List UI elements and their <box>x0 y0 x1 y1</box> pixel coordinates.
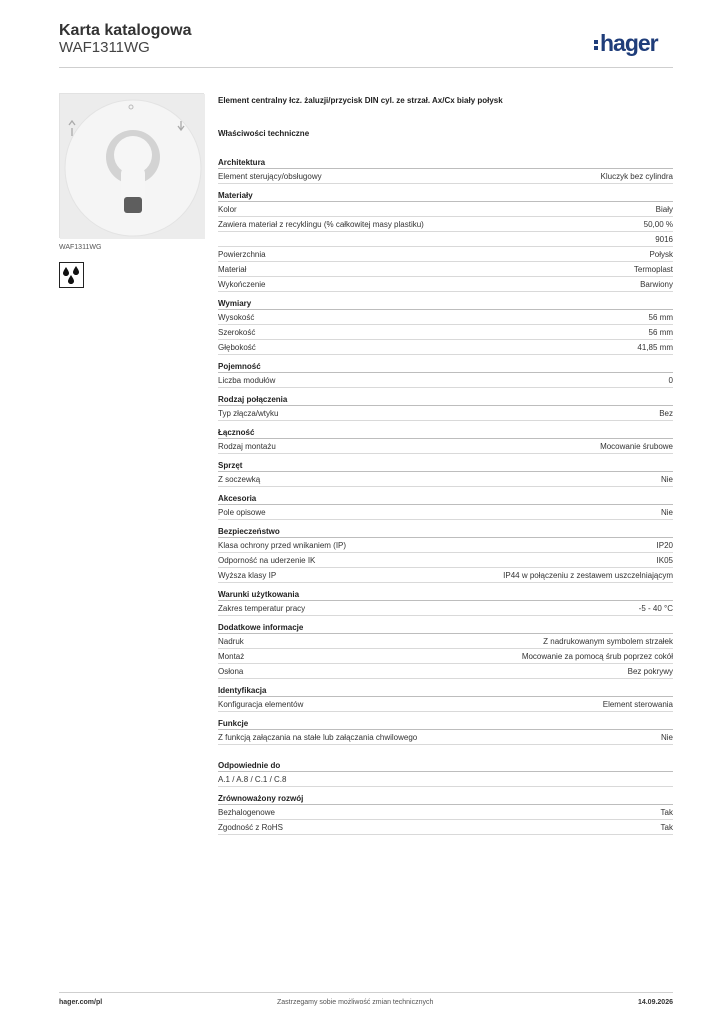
property-label: Osłona <box>218 667 244 676</box>
property-value: Z nadrukowanym symbolem strzałek <box>543 637 673 646</box>
key-switch-cover-image <box>60 94 205 239</box>
property-row <box>218 505 673 520</box>
property-value: 0 <box>668 376 673 385</box>
property-value: IP44 w połączeniu z zestawem uszczelniającym <box>503 571 673 580</box>
property-label: Wykończenie <box>218 280 266 289</box>
property-value: Tak <box>660 808 673 817</box>
property-row <box>218 247 673 262</box>
property-label: Z funkcją załączania na stałe lub załączania chwilowego <box>218 733 418 742</box>
ip-protection-badge <box>59 262 84 288</box>
property-row <box>218 262 673 277</box>
property-row <box>218 820 673 835</box>
section-title: Rodzaj połączenia <box>218 393 673 406</box>
property-section <box>218 588 673 616</box>
property-value: 41,85 mm <box>637 343 673 352</box>
property-row <box>218 202 673 217</box>
property-row <box>218 730 673 745</box>
property-value: Mocowanie za pomocą śrub poprzez cokół <box>521 652 673 661</box>
property-value: IP20 <box>656 541 673 550</box>
property-value: Termoplast <box>633 265 673 274</box>
property-label: Typ złącza/wtyku <box>218 409 279 418</box>
logo-dots-icon <box>594 38 598 52</box>
property-section <box>218 459 673 487</box>
logo-text: hager <box>600 30 658 56</box>
property-section <box>218 621 673 679</box>
property-section <box>218 759 673 787</box>
property-section <box>218 189 673 292</box>
property-value: Barwiony <box>640 280 673 289</box>
property-row <box>218 772 673 787</box>
section-title: Sprzęt <box>218 459 673 472</box>
property-section <box>218 297 673 355</box>
property-value: 9016 <box>655 235 673 244</box>
property-row <box>218 340 673 355</box>
property-label: Liczba modułów <box>218 376 276 385</box>
property-label: Nadruk <box>218 637 244 646</box>
product-code-heading: WAF1311WG <box>59 39 150 56</box>
property-section <box>218 156 673 184</box>
property-row <box>218 697 673 712</box>
property-row <box>218 649 673 664</box>
section-title: Architektura <box>218 156 673 169</box>
product-description: Element centralny łcz. żaluzji/przycisk DIN cyl. ze strzał. Ax/Cx biały połysk <box>218 96 503 105</box>
technical-sheet <box>218 96 673 835</box>
footer-divider <box>59 992 673 993</box>
property-label: Wysokość <box>218 313 255 322</box>
section-title: Zrównoważony rozwój <box>218 792 673 805</box>
section-spacer <box>218 745 673 754</box>
water-drops-icon <box>60 263 83 287</box>
section-title: Identyfikacja <box>218 684 673 697</box>
property-row <box>218 805 673 820</box>
property-label: Materiał <box>218 265 247 274</box>
property-label: Montaż <box>218 652 245 661</box>
section-title: Odpowiednie do <box>218 759 673 772</box>
section-title: Bezpieczeństwo <box>218 525 673 538</box>
product-image <box>59 93 204 238</box>
property-value: 56 mm <box>648 328 673 337</box>
section-title: Pojemność <box>218 360 673 373</box>
property-value: Połysk <box>649 250 673 259</box>
property-value: Biały <box>655 205 673 214</box>
property-row <box>218 439 673 454</box>
property-section <box>218 717 673 745</box>
property-label: Rodzaj montażu <box>218 442 276 451</box>
property-row <box>218 664 673 679</box>
property-label: Odporność na uderzenie IK <box>218 556 316 565</box>
image-caption: WAF1311WG <box>59 244 102 251</box>
property-row <box>218 373 673 388</box>
property-value: Element sterowania <box>602 700 673 709</box>
property-label: Wyższa klasy IP <box>218 571 277 580</box>
property-label: Bezhalogenowe <box>218 808 275 817</box>
property-value: 50,00 % <box>643 220 673 229</box>
property-section <box>218 792 673 835</box>
property-section <box>218 525 673 583</box>
section-title: Materiały <box>218 189 673 202</box>
property-label: Kolor <box>218 205 237 214</box>
property-section <box>218 492 673 520</box>
property-label: Szerokość <box>218 328 256 337</box>
section-title: Wymiary <box>218 297 673 310</box>
property-label: Zawiera materiał z recyklingu (% całkowitej masy plastiku) <box>218 220 424 229</box>
property-value: -5 - 40 °C <box>638 604 673 613</box>
property-row <box>218 310 673 325</box>
property-section <box>218 426 673 454</box>
property-row <box>218 568 673 583</box>
property-value: Bez pokrywy <box>627 667 673 676</box>
property-value: Bez <box>659 409 673 418</box>
property-value: Nie <box>660 475 673 484</box>
property-row <box>218 277 673 292</box>
property-value: Nie <box>660 508 673 517</box>
property-row <box>218 538 673 553</box>
document-title: Karta katalogowa <box>59 22 192 39</box>
property-label: Element sterujący/obsługowy <box>218 172 322 181</box>
property-value: IK05 <box>656 556 673 565</box>
section-title: Łączność <box>218 426 673 439</box>
property-value: Tak <box>660 823 673 832</box>
property-label: Klasa ochrony przed wnikaniem (IP) <box>218 541 347 550</box>
property-value: 56 mm <box>648 313 673 322</box>
property-label: Głębokość <box>218 343 256 352</box>
property-row <box>218 634 673 649</box>
property-section <box>218 360 673 388</box>
technical-properties-title: Właściwości techniczne <box>218 129 310 138</box>
property-sections <box>218 156 673 835</box>
property-section <box>218 684 673 712</box>
hager-logo <box>594 30 658 57</box>
property-label: Z soczewką <box>218 475 261 484</box>
property-label: Pole opisowe <box>218 508 266 517</box>
property-label: Powierzchnia <box>218 250 266 259</box>
property-section <box>218 393 673 421</box>
property-value: Nie <box>660 733 673 742</box>
property-row <box>218 406 673 421</box>
footer-date: 14.09.2026 <box>637 999 673 1006</box>
footer-disclaimer: Zastrzegamy sobie możliwość zmian technicznych <box>277 999 434 1006</box>
property-row <box>218 472 673 487</box>
property-row <box>218 325 673 340</box>
property-label: Zgodność z RoHS <box>218 823 283 832</box>
property-value: Mocowanie śrubowe <box>600 442 673 451</box>
section-title: Dodatkowe informacje <box>218 621 673 634</box>
property-label: Konfiguracja elementów <box>218 700 304 709</box>
property-row <box>218 553 673 568</box>
section-title: Funkcje <box>218 717 673 730</box>
property-value: Kluczyk bez cylindra <box>600 172 673 181</box>
property-row <box>218 217 673 232</box>
section-title: Warunki użytkowania <box>218 588 673 601</box>
section-title: Akcesoria <box>218 492 673 505</box>
property-row <box>218 169 673 184</box>
property-row <box>218 232 673 247</box>
property-row <box>218 601 673 616</box>
property-label: Zakres temperatur pracy <box>218 604 306 613</box>
property-label: A.1 / A.8 / C.1 / C.8 <box>218 775 287 784</box>
footer-website: hager.com/pl <box>59 999 103 1006</box>
header-divider <box>59 67 673 68</box>
